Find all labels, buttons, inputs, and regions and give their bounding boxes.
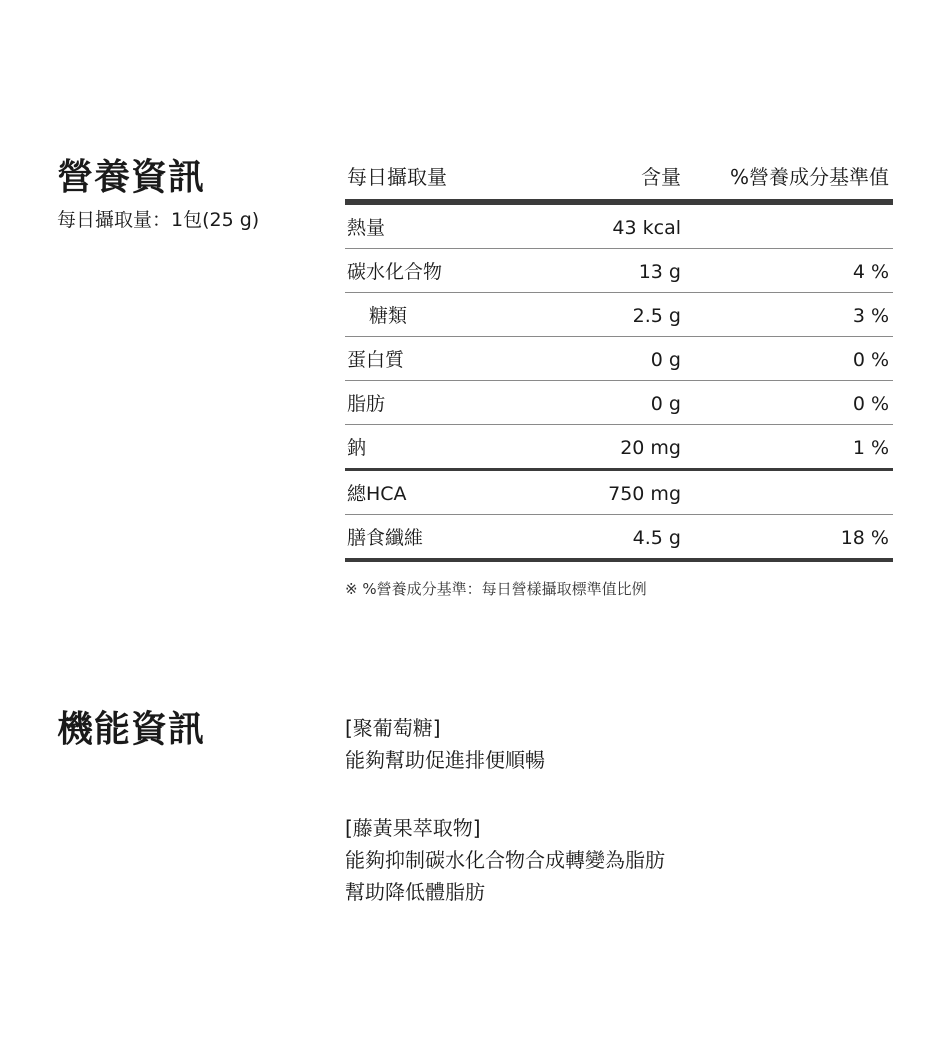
nutrient-amount: 750 mg [608,483,681,505]
nutrient-dv: 0 % [852,349,889,371]
nutrient-amount: 0 g [650,349,681,371]
nutrient-amount: 43 kcal [612,217,681,239]
nutrient-dv: 0 % [852,393,889,415]
nutrient-dv: 1 % [852,437,889,459]
function-info [345,712,665,908]
nutrient-name: 糖類 [369,305,408,327]
nutrient-name: 鈉 [347,437,367,459]
header-daily-value: %營養成分基準值 [729,165,889,189]
function-item-text: 能夠幫助促進排便順暢 [345,748,545,772]
nutrient-dv: 3 % [852,305,889,327]
header-daily-intake: 每日攝取量 [347,165,447,189]
table-row [345,425,893,471]
function-item-label: [藤黃果萃取物] [345,816,481,840]
table-row [345,515,893,562]
nutrient-name: 蛋白質 [347,349,405,371]
nutrient-name: 膳食纖維 [347,527,424,549]
table-header [345,155,893,205]
nutrient-amount: 20 mg [620,437,681,459]
table-row [345,471,893,515]
nutrient-name: 總HCA [347,483,407,505]
table-row [345,337,893,381]
nutrient-dv: 18 % [840,527,889,549]
table-row [345,381,893,425]
nutrient-amount: 0 g [650,393,681,415]
function-title: 機能資訊 [57,709,206,750]
function-item-label: [聚葡萄糖] [345,716,441,740]
nutrient-amount: 4.5 g [632,527,681,549]
table-footnote: ※ %營養成分基準：每日營樣攝取標準值比例 [345,580,647,598]
nutrition-title: 營養資訊 [57,157,206,198]
table-row [345,249,893,293]
nutrient-name: 熱量 [347,217,386,239]
table-row [345,205,893,249]
table-row [345,293,893,337]
nutrient-name: 脂肪 [347,393,386,415]
nutrient-name: 碳水化合物 [347,261,443,283]
header-amount: 含量 [641,165,681,189]
nutrient-amount: 2.5 g [632,305,681,327]
function-item-text: 幫助降低體脂肪 [345,880,485,904]
function-item-text: 能夠抑制碳水化合物合成轉變為脂肪 [345,848,665,872]
nutrient-amount: 13 g [638,261,681,283]
nutrition-table [345,155,893,599]
serving-size: 每日攝取量：1包(25 g) [57,209,260,231]
nutrient-dv: 4 % [852,261,889,283]
